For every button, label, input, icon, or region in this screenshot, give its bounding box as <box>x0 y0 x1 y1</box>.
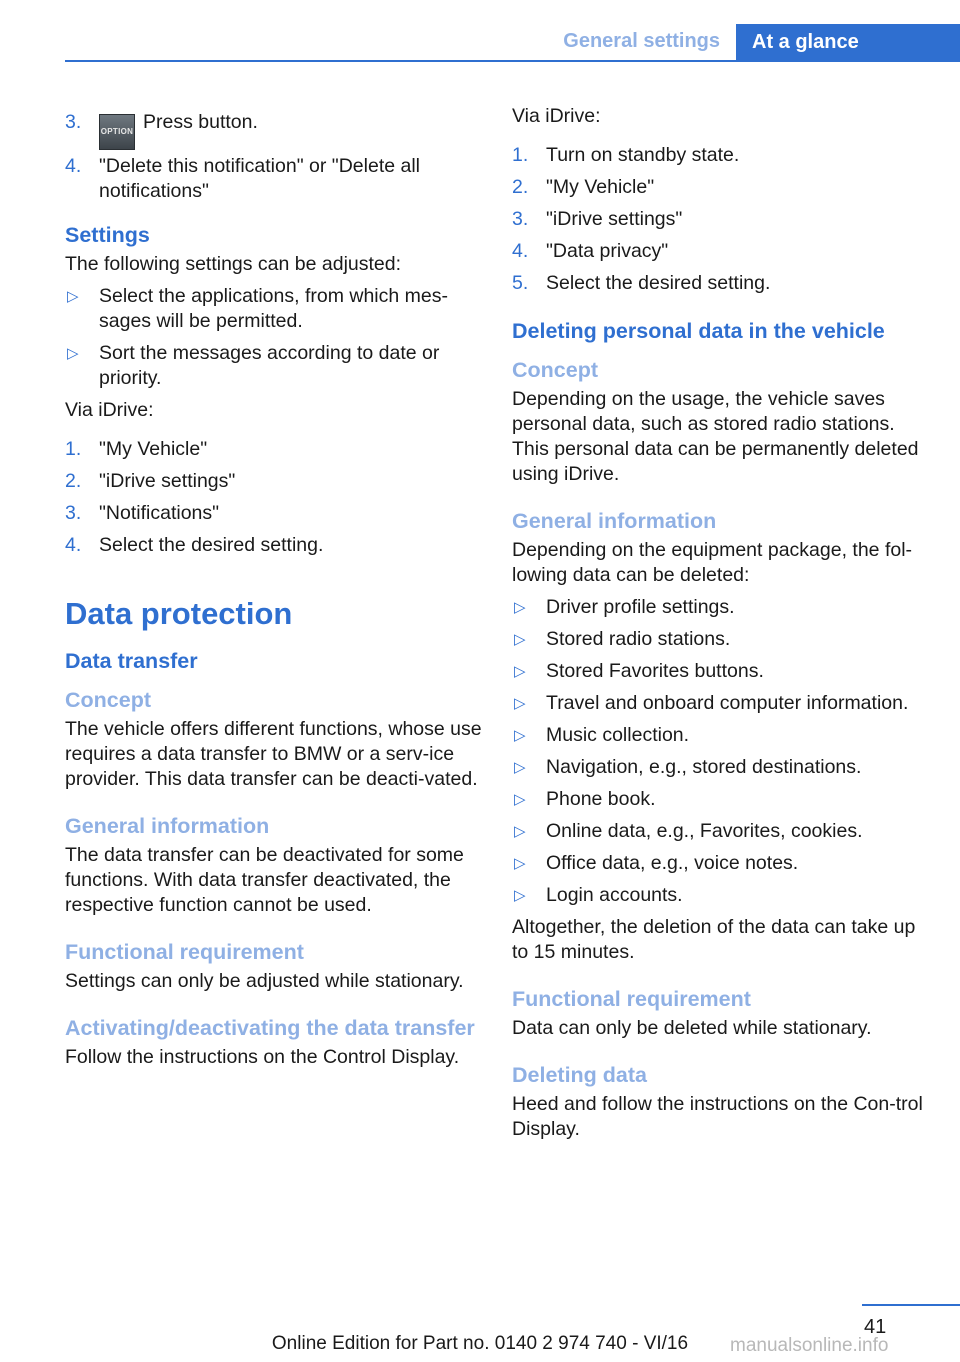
functional-requirement-text: Settings can only be adjusted while stationary. <box>65 970 464 992</box>
step-text: Press button. <box>143 111 258 133</box>
list-item <box>512 627 932 652</box>
bullet-text: Online data, e.g., Favorites, cookies. <box>546 820 863 842</box>
step-number: 1. <box>512 144 529 166</box>
general-info-heading: General information <box>512 509 717 533</box>
settings-steps <box>65 437 485 558</box>
triangle-bullet-icon: ▷ <box>514 727 526 744</box>
bullet-text: Login accounts. <box>546 884 683 906</box>
footer-rule <box>862 1304 960 1306</box>
triangle-bullet-icon: ▷ <box>514 599 526 616</box>
right-column <box>512 104 932 1149</box>
triangle-bullet-icon: ▷ <box>514 695 526 712</box>
list-item <box>65 341 485 391</box>
list-item <box>512 271 932 296</box>
option-button-icon: OPTION <box>99 114 135 150</box>
step-number: 3. <box>65 502 82 524</box>
list-item <box>65 284 485 334</box>
step-number: 3. <box>512 208 529 230</box>
concept-heading: Concept <box>512 358 598 382</box>
top-steps-list <box>65 104 485 204</box>
bullet-text: Phone book. <box>546 788 656 810</box>
step-text: Select the desired setting. <box>99 534 324 556</box>
settings-via: Via iDrive: <box>65 399 154 421</box>
step-number: 3. <box>65 111 82 133</box>
list-item <box>512 595 932 620</box>
list-item <box>65 154 485 204</box>
concept-text: Depending on the usage, the vehicle saves personal data, such as stored radio stations. This personal data can be permanently deleted using iDrive. <box>512 388 919 485</box>
bullet-text: Stored radio stations. <box>546 628 731 650</box>
bullet-text: Sort the messages according to date or priority. <box>99 342 440 389</box>
step-text: "My Vehicle" <box>546 176 655 198</box>
triangle-bullet-icon: ▷ <box>514 887 526 904</box>
page-number: 41 <box>864 1316 887 1338</box>
left-column <box>65 104 485 1077</box>
activating-text: Follow the instructions on the Control Display. <box>65 1046 460 1068</box>
deleting-data-text: Heed and follow the instructions on the Con‐trol Display. <box>512 1093 923 1140</box>
step-text: "My Vehicle" <box>99 438 208 460</box>
functional-requirement-text: Data can only be deleted while stationary. <box>512 1017 872 1039</box>
list-item <box>65 501 485 526</box>
list-item <box>512 143 932 168</box>
list-item <box>512 207 932 232</box>
step-number: 4. <box>65 534 82 556</box>
triangle-bullet-icon: ▷ <box>67 345 79 362</box>
bullet-text: Driver profile settings. <box>546 596 735 618</box>
step-text: "Notifications" <box>99 502 220 524</box>
bullet-text: Travel and onboard computer information. <box>546 692 909 714</box>
step-text: Select the desired setting. <box>546 272 771 294</box>
settings-intro: The following settings can be adjusted: <box>65 253 402 275</box>
concept-heading: Concept <box>65 688 151 712</box>
header-section-title: General settings <box>563 30 720 52</box>
list-item <box>512 819 932 844</box>
list-item <box>512 659 932 684</box>
footer-edition: Online Edition for Part no. 0140 2 974 740 - VI/16 <box>271 1333 689 1354</box>
list-item <box>512 883 932 908</box>
triangle-bullet-icon: ▷ <box>514 855 526 872</box>
concept-text: The vehicle offers different functions, whose use requires a data transfer to BMW or a serv‐ice provider. This data transfer can be deacti‐vated. <box>65 718 482 790</box>
list-item <box>65 533 485 558</box>
bullet-text: Select the applications, from which mes‐sages will be permitted. <box>99 285 448 332</box>
settings-bullets <box>65 284 485 391</box>
list-item <box>512 723 932 748</box>
step-text: "iDrive settings" <box>546 208 683 230</box>
watermark: manualsonline.info <box>730 1335 889 1356</box>
settings-heading: Settings <box>65 223 150 247</box>
step-number: 2. <box>512 176 529 198</box>
privacy-steps <box>512 143 932 296</box>
header-chapter-tab: At a glance <box>736 24 960 62</box>
bullet-text: Navigation, e.g., stored destinations. <box>546 756 862 778</box>
list-item <box>512 239 932 264</box>
list-item <box>65 437 485 462</box>
activating-heading: Activating/deactivating the data transfer <box>65 1016 475 1040</box>
list-item <box>512 787 932 812</box>
altogether-text: Altogether, the deletion of the data can take up to 15 minutes. <box>512 916 916 963</box>
data-transfer-heading: Data transfer <box>65 649 198 673</box>
deleting-personal-data-heading: Deleting personal data in the vehicle <box>512 319 885 343</box>
step-number: 2. <box>65 470 82 492</box>
list-item <box>65 469 485 494</box>
triangle-bullet-icon: ▷ <box>514 663 526 680</box>
list-item <box>65 104 485 150</box>
data-protection-title: Data protection <box>65 596 293 631</box>
list-item <box>512 175 932 200</box>
triangle-bullet-icon: ▷ <box>514 823 526 840</box>
bullet-text: Stored Favorites buttons. <box>546 660 764 682</box>
functional-requirement-heading: Functional requirement <box>512 987 751 1011</box>
bullet-text: Music collection. <box>546 724 690 746</box>
step-text: "Data privacy" <box>546 240 669 262</box>
triangle-bullet-icon: ▷ <box>514 631 526 648</box>
list-item <box>512 755 932 780</box>
functional-requirement-heading: Functional requirement <box>65 940 304 964</box>
list-item <box>512 691 932 716</box>
triangle-bullet-icon: ▷ <box>514 759 526 776</box>
list-item <box>512 851 932 876</box>
step-text: "iDrive settings" <box>99 470 236 492</box>
triangle-bullet-icon: ▷ <box>514 791 526 808</box>
general-info-text: The data transfer can be deactivated for some functions. With data transfer deactivated, the respective function cannot be used. <box>65 844 464 916</box>
step-number: 4. <box>512 240 529 262</box>
step-number: 1. <box>65 438 82 460</box>
general-info-heading: General information <box>65 814 270 838</box>
general-info-text: Depending on the equipment package, the fol‐lowing data can be deleted: <box>512 539 913 586</box>
step-number: 4. <box>65 155 82 177</box>
bullet-text: Office data, e.g., voice notes. <box>546 852 799 874</box>
step-text: "Delete this notification" or "Delete all notifications" <box>99 155 421 202</box>
right-via: Via iDrive: <box>512 105 601 127</box>
triangle-bullet-icon: ▷ <box>67 288 79 305</box>
step-number: 5. <box>512 272 529 294</box>
deleting-data-heading: Deleting data <box>512 1063 647 1087</box>
step-text: Turn on standby state. <box>546 144 740 166</box>
deletable-data-list <box>512 595 932 908</box>
header-rule <box>65 60 960 62</box>
